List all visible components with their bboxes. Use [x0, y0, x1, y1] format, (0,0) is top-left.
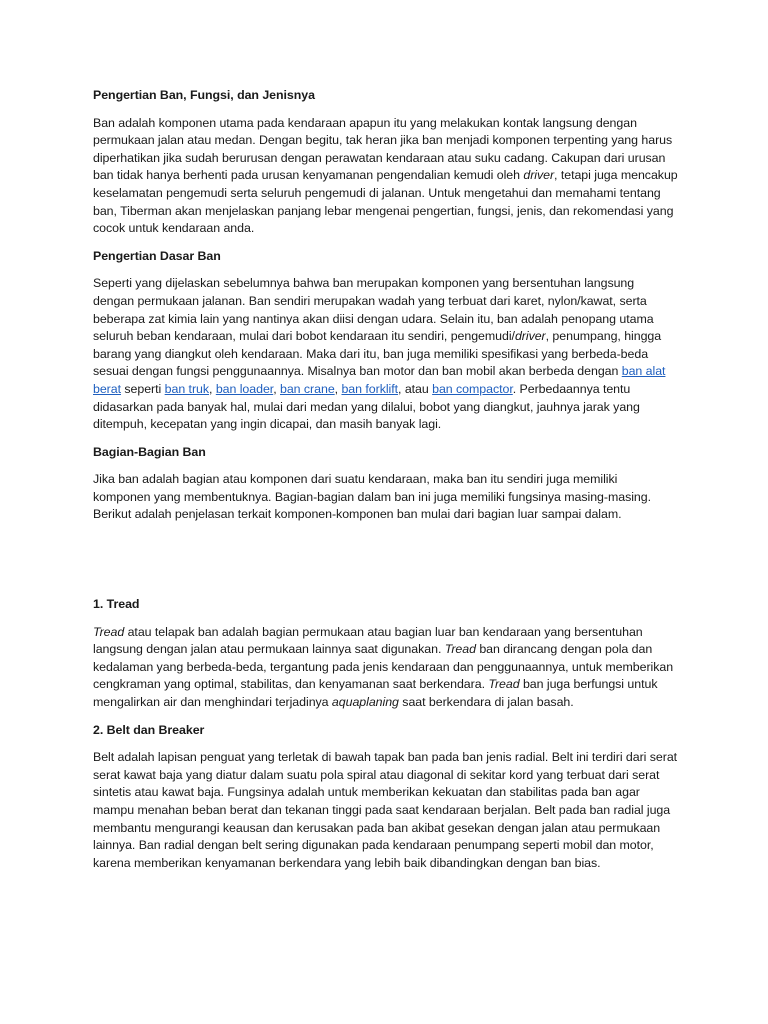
- document-page: [93, 87, 678, 882]
- section-heading-bagian-bagian: Bagian-Bagian Ban: [93, 444, 206, 459]
- emphasis-tread: Tread: [93, 624, 125, 639]
- document-title: Pengertian Ban, Fungsi, dan Jenisnya: [93, 88, 315, 102]
- emphasis-driver: driver: [514, 329, 546, 344]
- link-ban-loader[interactable]: ban loader: [215, 381, 274, 396]
- emphasis-aquaplaning: aquaplaning: [331, 695, 399, 710]
- separator-text: ,: [209, 381, 216, 396]
- emphasis-tread: Tread: [488, 677, 520, 692]
- link-ban-crane[interactable]: ban crane: [280, 381, 335, 396]
- link-ban-alat-berat[interactable]: ban alat berat: [93, 364, 666, 396]
- separator-text: ,: [334, 381, 342, 396]
- link-ban-forklift[interactable]: ban forklift: [341, 381, 399, 396]
- bagian-bagian-paragraph: Jika ban adalah bagian atau komponen dari suatu kendaraan, maka ban itu sendiri juga memiliki komponen yang membentuknya. Bagian-bagian dalam ban ini juga memiliki fungsinya masing-masing. Berikut adalah penjelasan terkait komponen-komponen ban mulai dari bagian luar sampai dalam.: [93, 472, 652, 522]
- paragraph-text: seperti: [121, 381, 165, 396]
- intro-text-1: Ban adalah komponen utama pada kendaraan apapun itu yang melakukan kontak langsung dengan permukaan jalan atau medan. Dengan begitu, tak heran jika ban menjadi komponen terpenting yang harus diperhatikan jika sudah berurusan dengan perawatan kendaraan atau suku cadang. Cakupan dari urusan ban tidak hanya berhenti pada urusan kenyamanan pengendalian kemudi oleh: [93, 115, 673, 183]
- separator-text: , atau: [398, 381, 433, 396]
- paragraph-text: ban dirancang dengan pola dan kedalaman yang berbeda-beda, tergantung pada jenis kendaraan dan penggunaannya, untuk memberikan cengkraman yang optimal, stabilitas, dan kenyamanan saat berkendara.: [93, 642, 674, 692]
- paragraph-text: . Perbedaannya tentu didasarkan pada banyak hal, mulai dari medan yang dilalui, bobot yang diangkut, jauhnya jarak yang ditempuh, kecepatan yang ingin dicapai, dan masih banyak lagi.: [93, 381, 640, 432]
- separator-text: ,: [273, 381, 280, 396]
- intro-text-2: , tetapi juga mencakup keselamatan pengemudi serta seluruh pengemudi di jalanan. Untuk mengetahui dan memahami tentang ban, Tiberman akan menjelaskan panjang lebar mengenai pengertian, fungsi, jenis, dan rekomendasi yang cocok untuk kendaraan anda.: [93, 168, 678, 236]
- link-ban-compactor[interactable]: ban compactor: [432, 381, 513, 396]
- intro-paragraph: [93, 115, 678, 238]
- blank-space: [93, 534, 678, 596]
- emphasis-tread: Tread: [444, 642, 476, 657]
- section-heading-pengertian-dasar: Pengertian Dasar Ban: [93, 248, 221, 263]
- link-ban-truk[interactable]: ban truk: [164, 381, 210, 396]
- belt-breaker-paragraph: Belt adalah lapisan penguat yang terletak di bawah tapak ban pada ban jenis radial. Belt ini terdiri dari serat serat kawat baja yang diatur dalam suatu pola spiral atau diagonal di sekitar kord yang terbuat dari serat sintetis atau kawat baja. Fungsinya adalah untuk memberikan kekuatan dan stabilitas pada ban agar mampu menahan beban berat dan tekanan tinggi pada saat kendaraan berjalan. Belt pada ban radial juga membantu mengurangi keausan dan kerusakan pada ban akibat gesekan dengan jalan atau permukaan lainnya. Ban radial dengan belt sering digunakan pada kendaraan penumpang seperti mobil dan motor, karena memberikan kenyamanan berkendara yang lebih baik dibandingkan dengan ban bias.: [93, 750, 678, 870]
- paragraph-text: Seperti yang dijelaskan sebelumnya bahwa ban merupakan komponen yang bersentuhan langsung dengan permukaan jalanan. Ban sendiri merupakan wadah yang terbuat dari karet, nylon/kawat, serta beberapa zat kimia lain yang nantinya akan diisi dengan udara. Selain itu, ban adalah penopang utama seluruh beban kendaraan, mulai dari bobot kendaraan itu sendiri, pengemudi/: [93, 276, 654, 344]
- paragraph-text: , penumpang, hingga barang yang diangkut oleh kendaraan. Maka dari itu, ban juga memiliki spesifikasi yang berbeda-beda sesuai dengan fungsi penggunaannya. Misalnya ban motor dan ban mobil akan berbeda dengan: [93, 329, 662, 379]
- intro-emphasis-driver: driver: [523, 168, 555, 183]
- pengertian-dasar-paragraph: [93, 275, 678, 433]
- section-heading-tread: 1. Tread: [93, 597, 140, 612]
- section-heading-belt-breaker: 2. Belt dan Breaker: [93, 722, 205, 737]
- paragraph-text: ban juga berfungsi untuk mengalirkan air dan menghindari terjadinya: [93, 677, 658, 710]
- paragraph-text: atau telapak ban adalah bagian permukaan atau bagian luar ban kendaraan yang bersentuhan langsung dengan jalan atau permukaan lainnya saat digunakan.: [93, 624, 643, 657]
- paragraph-text: saat berkendara di jalan basah.: [398, 695, 574, 710]
- tread-paragraph: [93, 624, 678, 712]
